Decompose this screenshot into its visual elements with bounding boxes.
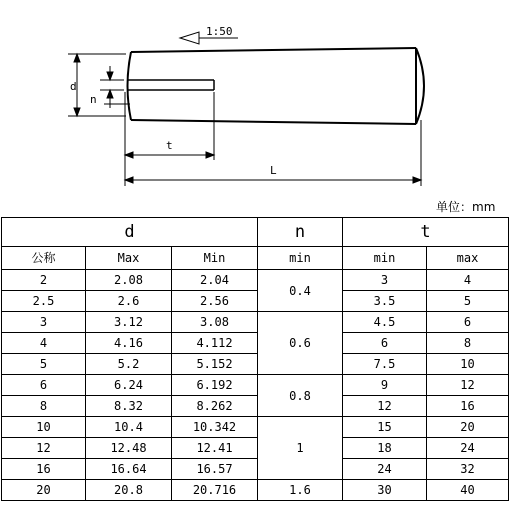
cell-t-max: 4: [427, 270, 509, 291]
cell-t-min: 30: [343, 480, 427, 501]
cell-t-max: 20: [427, 417, 509, 438]
header-d: d: [2, 218, 258, 247]
cell-t-min: 3.5: [343, 291, 427, 312]
cell-d-max: 8.32: [86, 396, 172, 417]
cell-n-min: 0.4: [258, 270, 343, 312]
cell-d-min: 8.262: [172, 396, 258, 417]
cell-nominal: 16: [2, 459, 86, 480]
cell-t-min: 18: [343, 438, 427, 459]
cell-nominal: 12: [2, 438, 86, 459]
header-n: n: [258, 218, 343, 247]
cell-t-max: 5: [427, 291, 509, 312]
cell-t-min: 15: [343, 417, 427, 438]
cell-nominal: 2: [2, 270, 86, 291]
cell-d-max: 3.12: [86, 312, 172, 333]
dimension-d: [68, 54, 126, 116]
cell-d-min: 2.56: [172, 291, 258, 312]
cell-nominal: 20: [2, 480, 86, 501]
header-t-min: min: [343, 247, 427, 270]
cell-t-min: 6: [343, 333, 427, 354]
taper-ratio-label: 1:50: [206, 25, 233, 38]
cell-d-min: 2.04: [172, 270, 258, 291]
pin-slot: [127, 80, 214, 90]
header-n-min: min: [258, 247, 343, 270]
cell-d-min: 6.192: [172, 375, 258, 396]
cell-nominal: 3: [2, 312, 86, 333]
cell-d-min: 10.342: [172, 417, 258, 438]
sub-header-row: [2, 247, 509, 270]
cell-nominal: 2.5: [2, 291, 86, 312]
cell-n-min: 1: [258, 417, 343, 480]
cell-d-max: 5.2: [86, 354, 172, 375]
cell-nominal: 6: [2, 375, 86, 396]
cell-d-min: 3.08: [172, 312, 258, 333]
cell-d-min: 4.112: [172, 333, 258, 354]
pin-body: [128, 48, 425, 124]
cell-d-min: 5.152: [172, 354, 258, 375]
table-row: [2, 333, 509, 354]
table-row: [2, 291, 509, 312]
cell-d-min: 20.716: [172, 480, 258, 501]
table-row: [2, 396, 509, 417]
cell-nominal: 5: [2, 354, 86, 375]
table-row: [2, 438, 509, 459]
cell-d-max: 10.4: [86, 417, 172, 438]
cell-t-max: 24: [427, 438, 509, 459]
pin-technical-drawing: [0, 0, 511, 214]
cell-t-min: 7.5: [343, 354, 427, 375]
cell-d-min: 12.41: [172, 438, 258, 459]
unit-label: 单位：mm: [436, 200, 496, 214]
table-row: [2, 375, 509, 396]
table-row: [2, 354, 509, 375]
dimension-d-label: d: [70, 80, 77, 93]
group-header-row: [2, 218, 509, 247]
cell-d-max: 6.24: [86, 375, 172, 396]
cell-t-max: 16: [427, 396, 509, 417]
cell-t-max: 10: [427, 354, 509, 375]
cell-d-max: 2.6: [86, 291, 172, 312]
table-row: [2, 459, 509, 480]
table-row: [2, 480, 509, 501]
dimension-n-label: n: [90, 93, 97, 106]
header-d-min: Min: [172, 247, 258, 270]
cell-t-min: 12: [343, 396, 427, 417]
header-t-max: max: [427, 247, 509, 270]
table-row: [2, 270, 509, 291]
cell-d-max: 4.16: [86, 333, 172, 354]
cell-d-max: 2.08: [86, 270, 172, 291]
cell-t-min: 4.5: [343, 312, 427, 333]
dimension-L-label: L: [270, 164, 277, 177]
cell-t-max: 8: [427, 333, 509, 354]
cell-n-min: 0.6: [258, 312, 343, 375]
table-row: [2, 312, 509, 333]
header-d-max: Max: [86, 247, 172, 270]
cell-n-min: 0.8: [258, 375, 343, 417]
cell-t-min: 24: [343, 459, 427, 480]
cell-t-max: 6: [427, 312, 509, 333]
cell-d-max: 20.8: [86, 480, 172, 501]
dimension-t-label: t: [166, 139, 173, 152]
cell-t-min: 3: [343, 270, 427, 291]
header-nominal: 公称: [2, 247, 86, 270]
cell-d-max: 16.64: [86, 459, 172, 480]
cell-t-min: 9: [343, 375, 427, 396]
cell-d-max: 12.48: [86, 438, 172, 459]
cell-d-min: 16.57: [172, 459, 258, 480]
header-t: t: [343, 218, 509, 247]
cell-t-max: 32: [427, 459, 509, 480]
cell-nominal: 8: [2, 396, 86, 417]
cell-n-min: 1.6: [258, 480, 343, 501]
table-row: [2, 417, 509, 438]
cell-nominal: 4: [2, 333, 86, 354]
cell-t-max: 12: [427, 375, 509, 396]
cell-t-max: 40: [427, 480, 509, 501]
spec-table: [1, 217, 509, 501]
cell-nominal: 10: [2, 417, 86, 438]
